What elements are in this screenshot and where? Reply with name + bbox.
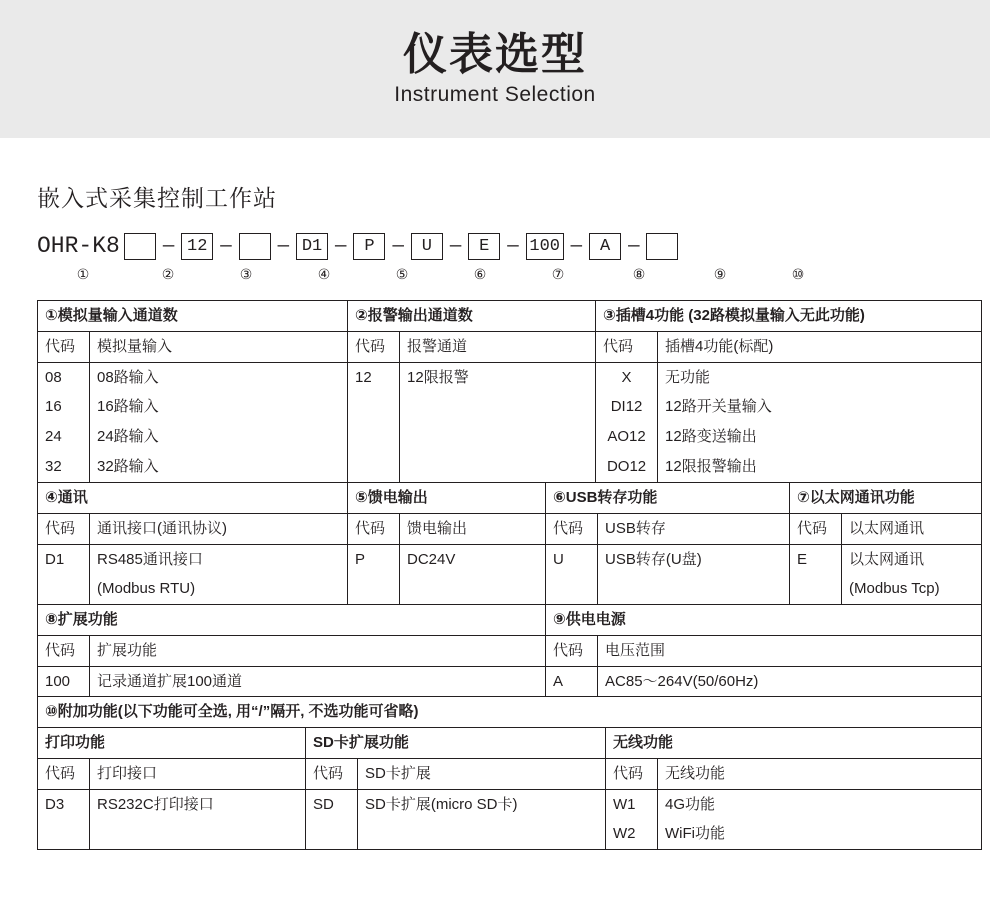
table-row	[38, 452, 982, 482]
block10b-code-empty	[306, 819, 358, 849]
block10c-code-2: W2	[606, 819, 658, 849]
page-subtitle: Instrument Selection	[394, 83, 596, 107]
table-row	[38, 574, 982, 604]
page-title: 仪表选型	[403, 29, 587, 79]
table-row	[38, 789, 982, 819]
table-row	[38, 544, 982, 574]
dash-8: —	[570, 235, 583, 257]
block7-desc-1: 以太网通讯	[842, 544, 982, 574]
block7-col1-header: 代码	[790, 513, 842, 544]
block10a-col1-header: 代码	[38, 758, 90, 789]
dash-7: —	[507, 235, 519, 257]
block10a-desc: RS232C打印接口	[90, 789, 306, 819]
block1-col2-header: 模拟量输入	[90, 331, 348, 362]
model-code-row	[37, 229, 967, 263]
block3-title: ③插槽4功能 (32路模拟量输入无此功能)	[596, 301, 982, 332]
block9-title: ⑨供电电源	[546, 605, 982, 636]
block1-code-3: 24	[38, 422, 90, 452]
block3-col1-header: 代码	[596, 331, 658, 362]
index-label-10: ⑩	[791, 266, 805, 282]
dash-5: —	[392, 235, 404, 257]
index-label-1: ①	[76, 266, 90, 282]
code-box-10[interactable]	[646, 233, 678, 260]
block10a-title: 打印功能	[38, 728, 306, 759]
index-label-4: ④	[317, 266, 331, 282]
specification-table-4	[37, 696, 982, 850]
table-row	[38, 483, 982, 514]
block4-desc-1: RS485通讯接口	[90, 544, 348, 574]
block5-code-empty	[348, 574, 400, 604]
index-label-7: ⑦	[551, 266, 565, 282]
table-row	[38, 758, 982, 789]
index-label-2: ②	[161, 266, 175, 282]
block1-code-2: 16	[38, 392, 90, 422]
block10a-desc-empty	[90, 819, 306, 849]
table-row	[38, 666, 982, 697]
block2-desc-4	[400, 452, 596, 482]
code-box-8[interactable]: 100	[526, 233, 564, 260]
block10a-col2-header: 打印接口	[90, 758, 306, 789]
table-row	[38, 819, 982, 849]
block10a-code-empty	[38, 819, 90, 849]
dash-6: —	[449, 235, 462, 257]
block2-col1-header: 代码	[348, 331, 400, 362]
block3-code-2: DI12	[596, 392, 658, 422]
dash-1: —	[162, 235, 175, 257]
code-box-9[interactable]: A	[589, 233, 621, 260]
block3-desc-2: 12路开关量输入	[658, 392, 982, 422]
block9-code: A	[546, 666, 598, 697]
code-box-6[interactable]: U	[411, 233, 443, 260]
block5-code: P	[348, 544, 400, 574]
block6-title: ⑥USB转存功能	[546, 483, 790, 514]
block10b-col1-header: 代码	[306, 758, 358, 789]
code-box-2[interactable]: 12	[181, 233, 213, 260]
block7-code: E	[790, 544, 842, 574]
block3-desc-1: 无功能	[658, 362, 982, 392]
block9-desc: AC85～264V(50/60Hz)	[598, 666, 982, 697]
table-row	[38, 392, 982, 422]
code-box-4[interactable]: D1	[296, 233, 328, 260]
block10c-col2-header: 无线功能	[658, 758, 982, 789]
table-row	[38, 635, 982, 666]
block3-code-1: X	[596, 362, 658, 392]
block10c-col1-header: 代码	[606, 758, 658, 789]
block7-col2-header: 以太网通讯	[842, 513, 982, 544]
section-title: 嵌入式采集控制工作站	[37, 185, 277, 211]
block10c-title: 无线功能	[606, 728, 982, 759]
block6-col1-header: 代码	[546, 513, 598, 544]
block1-desc-3: 24路输入	[90, 422, 348, 452]
dash-3: —	[277, 235, 290, 257]
dash-2: —	[220, 235, 232, 257]
block4-code: D1	[38, 544, 90, 574]
block4-col2-header: 通讯接口(通讯协议)	[90, 513, 348, 544]
block6-desc-1: USB转存(U盘)	[598, 544, 790, 574]
block8-col2-header: 扩展功能	[90, 635, 546, 666]
block1-code-4: 32	[38, 452, 90, 482]
table-row	[38, 605, 982, 636]
specification-table	[37, 300, 982, 483]
block2-desc-1: 12限报警	[400, 362, 596, 392]
block1-desc-2: 16路输入	[90, 392, 348, 422]
block3-desc-3: 12路变送输出	[658, 422, 982, 452]
block1-code-1: 08	[38, 362, 90, 392]
block8-desc: 记录通道扩展100通道	[90, 666, 546, 697]
block10b-desc-empty	[358, 819, 606, 849]
block2-title: ②报警输出通道数	[348, 301, 596, 332]
table-row	[38, 422, 982, 452]
block10-title: ⑩附加功能(以下功能可全选, 用“/”隔开, 不选功能可省略)	[38, 697, 982, 728]
block3-desc-4: 12限报警输出	[658, 452, 982, 482]
block10c-code-1: W1	[606, 789, 658, 819]
table-row	[38, 728, 982, 759]
block4-col1-header: 代码	[38, 513, 90, 544]
block1-col1-header: 代码	[38, 331, 90, 362]
table-row	[38, 513, 982, 544]
page-header	[0, 0, 990, 138]
block5-col1-header: 代码	[348, 513, 400, 544]
index-label-row	[37, 266, 967, 290]
block1-title: ①模拟量输入通道数	[38, 301, 348, 332]
block6-desc-2	[598, 574, 790, 604]
block10b-code: SD	[306, 789, 358, 819]
block6-col2-header: USB转存	[598, 513, 790, 544]
code-box-3[interactable]	[239, 233, 271, 260]
block10a-code: D3	[38, 789, 90, 819]
block8-col1-header: 代码	[38, 635, 90, 666]
block5-desc-2	[400, 574, 546, 604]
index-label-6: ⑥	[473, 266, 487, 282]
block2-code-3	[348, 422, 400, 452]
block9-col1-header: 代码	[546, 635, 598, 666]
block2-col2-header: 报警通道	[400, 331, 596, 362]
table-row	[38, 331, 982, 362]
block10b-col2-header: SD卡扩展	[358, 758, 606, 789]
block3-code-4: DO12	[596, 452, 658, 482]
model-prefix: OHR-K8	[37, 233, 120, 259]
block6-code: U	[546, 544, 598, 574]
block5-title: ⑤馈电输出	[348, 483, 546, 514]
block2-desc-2	[400, 392, 596, 422]
code-box-1[interactable]	[124, 233, 156, 260]
block3-code-3: AO12	[596, 422, 658, 452]
block4-desc-2: (Modbus RTU)	[90, 574, 348, 604]
index-label-3: ③	[239, 266, 253, 282]
block7-code-empty	[790, 574, 842, 604]
block10b-title: SD卡扩展功能	[306, 728, 606, 759]
block1-desc-1: 08路输入	[90, 362, 348, 392]
block10b-desc: SD卡扩展(micro SD卡)	[358, 789, 606, 819]
content-area	[0, 180, 990, 850]
code-box-7[interactable]: E	[468, 233, 500, 260]
block4-code-empty	[38, 574, 90, 604]
block10c-desc-1: 4G功能	[658, 789, 982, 819]
block2-code-4	[348, 452, 400, 482]
dash-4: —	[335, 235, 347, 257]
block8-code: 100	[38, 666, 90, 697]
block5-desc-1: DC24V	[400, 544, 546, 574]
index-label-5: ⑤	[395, 266, 409, 282]
table-row	[38, 697, 982, 728]
specification-table-2	[37, 482, 982, 605]
index-label-9: ⑨	[713, 266, 727, 282]
table-row	[38, 301, 982, 332]
block1-desc-4: 32路输入	[90, 452, 348, 482]
block2-desc-3	[400, 422, 596, 452]
block3-col2-header: 插槽4功能(标配)	[658, 331, 982, 362]
block8-title: ⑧扩展功能	[38, 605, 546, 636]
block4-title: ④通讯	[38, 483, 348, 514]
block2-code-1: 12	[348, 362, 400, 392]
code-box-5[interactable]: P	[353, 233, 385, 260]
block6-code-empty	[546, 574, 598, 604]
block2-code-2	[348, 392, 400, 422]
table-row	[38, 362, 982, 392]
block7-desc-2: (Modbus Tcp)	[842, 574, 982, 604]
block9-col2-header: 电压范围	[598, 635, 982, 666]
index-label-8: ⑧	[632, 266, 646, 282]
block10c-desc-2: WiFi功能	[658, 819, 982, 849]
block5-col2-header: 馈电输出	[400, 513, 546, 544]
specification-table-3	[37, 604, 982, 697]
dash-9: —	[628, 235, 640, 257]
block7-title: ⑦以太网通讯功能	[790, 483, 982, 514]
